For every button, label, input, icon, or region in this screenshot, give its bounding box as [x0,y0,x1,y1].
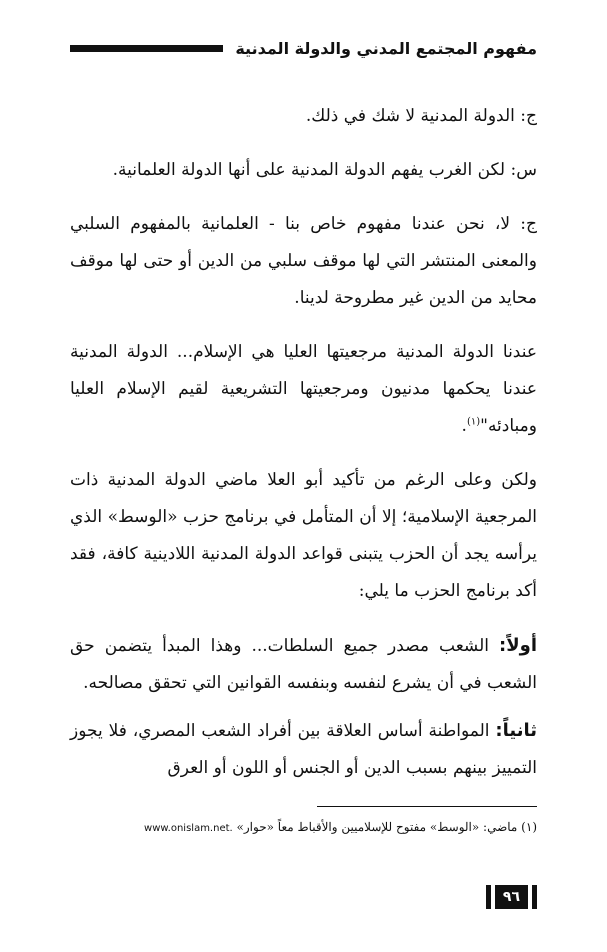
footnote [70,816,537,840]
footnote-text: (١) ماضي: «الوسط» مفتوح للإسلاميين والأقباط معاً «حوار» [236,820,537,834]
running-header [70,34,537,62]
page-number-bar-left [486,885,491,909]
page-number-label: ٩٦ [495,885,528,909]
paragraph-text: المواطنة أساس العلاقة بين أفراد الشعب المصري، فلا يجوز التمييز بينهم بسبب الدين أو الجنس أو اللون أو العرق [70,721,537,778]
paragraph-first-point [70,627,537,702]
footnote-divider [317,806,537,807]
point-lead: ثانياً: [495,720,538,741]
paragraph-second-point [70,712,537,787]
page-number [486,884,537,910]
paragraph-answer-1 [70,98,537,135]
footnote-url: www.onislam.net. [144,823,233,834]
page-body [70,98,537,804]
header-rule [70,45,223,52]
paragraph-text: عندنا الدولة المدنية مرجعيتها العليا هي الإسلام... الدولة المدنية عندنا يحكمها مدنيون ومرجعيتها التشريعية لقيم الإسلام العليا ومبادئه" [70,342,537,436]
paragraph-text: س: لكن الغرب يفهم الدولة المدنية على أنها الدولة العلمانية. [112,160,537,180]
header-title: مفهوم المجتمع المدني والدولة المدنية [235,38,537,58]
page-number-bar-right [532,885,537,909]
paragraph-answer-2 [70,206,537,317]
paragraph-civil-state: عندنا الدولة المدنية مرجعيتها العليا هي الإسلام... الدولة المدنية عندنا يحكمها مدنيون ومرجعيتها التشريعية لقيم الإسلام العليا ومبادئه"$^{(١)}$. [70,342,537,436]
paragraph-text: ج: الدولة المدنية لا شك في ذلك. [305,106,537,126]
point-lead: أولاً: [499,635,538,656]
paragraph-question [70,152,537,189]
paragraph-text: ج: لا، نحن عندنا مفهوم خاص بنا - العلمانية بالمفهوم السلبي والمعنى المنتشر التي لها موقف سلبي من الدين أو حتى لها موقف محايد من الدين غير مطروحة لدينا. [70,214,537,308]
paragraph-text: ولكن وعلى الرغم من تأكيد أبو العلا ماضي الدولة المدنية ذات المرجعية الإسلامية؛ إلا أن المتأمل في برنامج حزب «الوسط» الذي يرأسه يجد أن الحزب يتبنى قواعد الدولة المدنية اللادينية كافة، فقد أكد برنامج الحزب ما يلي: [70,470,537,601]
paragraph-text: الشعب مصدر جميع السلطات... وهذا المبدأ يتضمن حق الشعب في أن يشرع لنفسه وبنفسه القوانين التي تحقق مصالحه. [70,636,537,693]
paragraph-wasat-program [70,462,537,610]
footnote-reference: (١) [466,416,481,428]
